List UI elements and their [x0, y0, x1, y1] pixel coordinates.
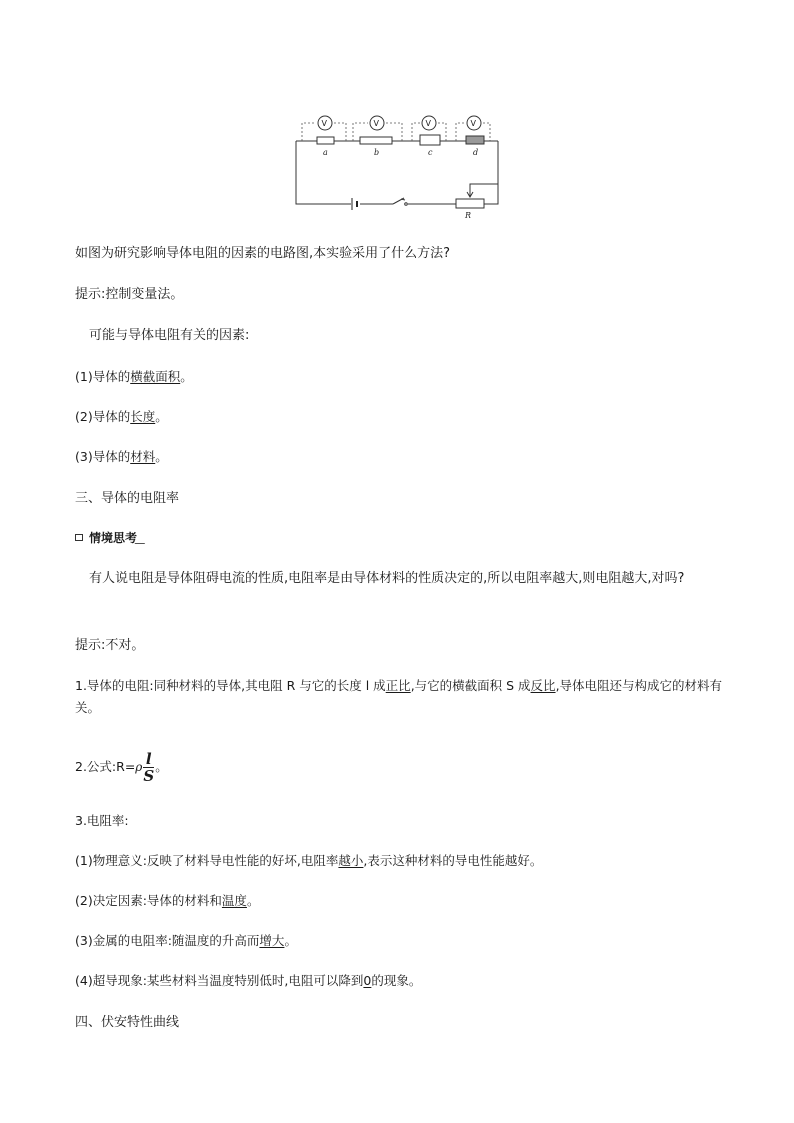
blank-answer: 温度	[221, 893, 247, 908]
blank-answer: 增大	[259, 933, 285, 948]
point-resistance: 1.导体的电阻:同种材料的导体,其电阻 R 与它的长度 l 成正比,与它的横截面积 S 成反比,导体电阻还与构成它的材料有关。	[75, 678, 723, 715]
rheostat	[456, 199, 484, 208]
svg-text:V: V	[373, 119, 379, 128]
svg-text:V: V	[425, 119, 431, 128]
formula-line: 2.公式:R=ρ $\frac{l}{S}$ 。	[75, 749, 168, 785]
factor-item-3: (3)导体的材料。	[75, 449, 168, 464]
resistor-label-b: b	[374, 148, 380, 157]
hint-answer: 提示:控制变量法。	[75, 287, 184, 302]
point3-title: 3.电阻率:	[75, 813, 129, 828]
voltmeter-c	[422, 116, 436, 130]
resistivity-item-4: (4)超导现象:某些材料当温度特别低时,电阻可以降到0的现象。	[75, 973, 422, 988]
circuit-diagram	[290, 112, 510, 222]
blank-answer: 0	[363, 973, 372, 988]
voltmeter-b	[370, 116, 384, 130]
resistivity-item-3: (3)金属的电阻率:随温度的升高而增大。	[75, 933, 297, 948]
blank-answer: 横截面积	[130, 369, 181, 384]
formula-fraction: $\frac{l}{S}$	[143, 749, 155, 785]
square-icon	[75, 534, 83, 541]
factor-item-1: (1)导体的横截面积。	[75, 369, 193, 384]
resistivity-item-2: (2)决定因素:导体的材料和温度。	[75, 893, 260, 908]
svg-text:V: V	[470, 119, 476, 128]
voltmeter-a	[318, 116, 332, 130]
scenario-tag: 情境思考	[75, 530, 149, 546]
corner-mark-icon	[134, 531, 153, 544]
blank-answer: 材料	[130, 449, 156, 464]
resistor-b	[360, 137, 392, 144]
resistor-label-a: a	[323, 148, 328, 157]
blank-answer: 越小	[338, 853, 364, 868]
resistor-a	[317, 137, 334, 144]
resistor-c	[420, 135, 440, 145]
resistor-label-d: d	[473, 148, 479, 157]
rheostat-label: R	[465, 211, 472, 220]
section-title-3: 三、导体的电阻率	[75, 491, 180, 506]
resistor-d	[466, 136, 484, 144]
hint-answer-2: 提示:不对。	[75, 638, 145, 653]
blank-answer: 反比	[530, 678, 556, 693]
factors-intro: 可能与导体电阻有关的因素:	[89, 328, 250, 343]
blank-answer: 正比	[385, 678, 411, 693]
resistor-label-c: c	[428, 148, 433, 157]
blank-answer: 长度	[130, 409, 156, 424]
factor-item-2: (2)导体的长度。	[75, 409, 168, 424]
voltmeter-d	[467, 116, 481, 130]
section-title-4: 四、伏安特性曲线	[75, 1015, 180, 1030]
question-text: 如图为研究影响导体电阻的因素的电路图,本实验采用了什么方法?	[75, 246, 451, 261]
resistivity-item-1: (1)物理意义:反映了材料导电性能的好坏,电阻率越小,表示这种材料的导电性能越好。	[75, 853, 543, 868]
svg-text:V: V	[321, 119, 327, 128]
scenario-text: 有人说电阻是导体阻碍电流的性质,电阻率是由导体材料的性质决定的,所以电阻率越大,则电阻越大,对吗?	[89, 571, 685, 586]
